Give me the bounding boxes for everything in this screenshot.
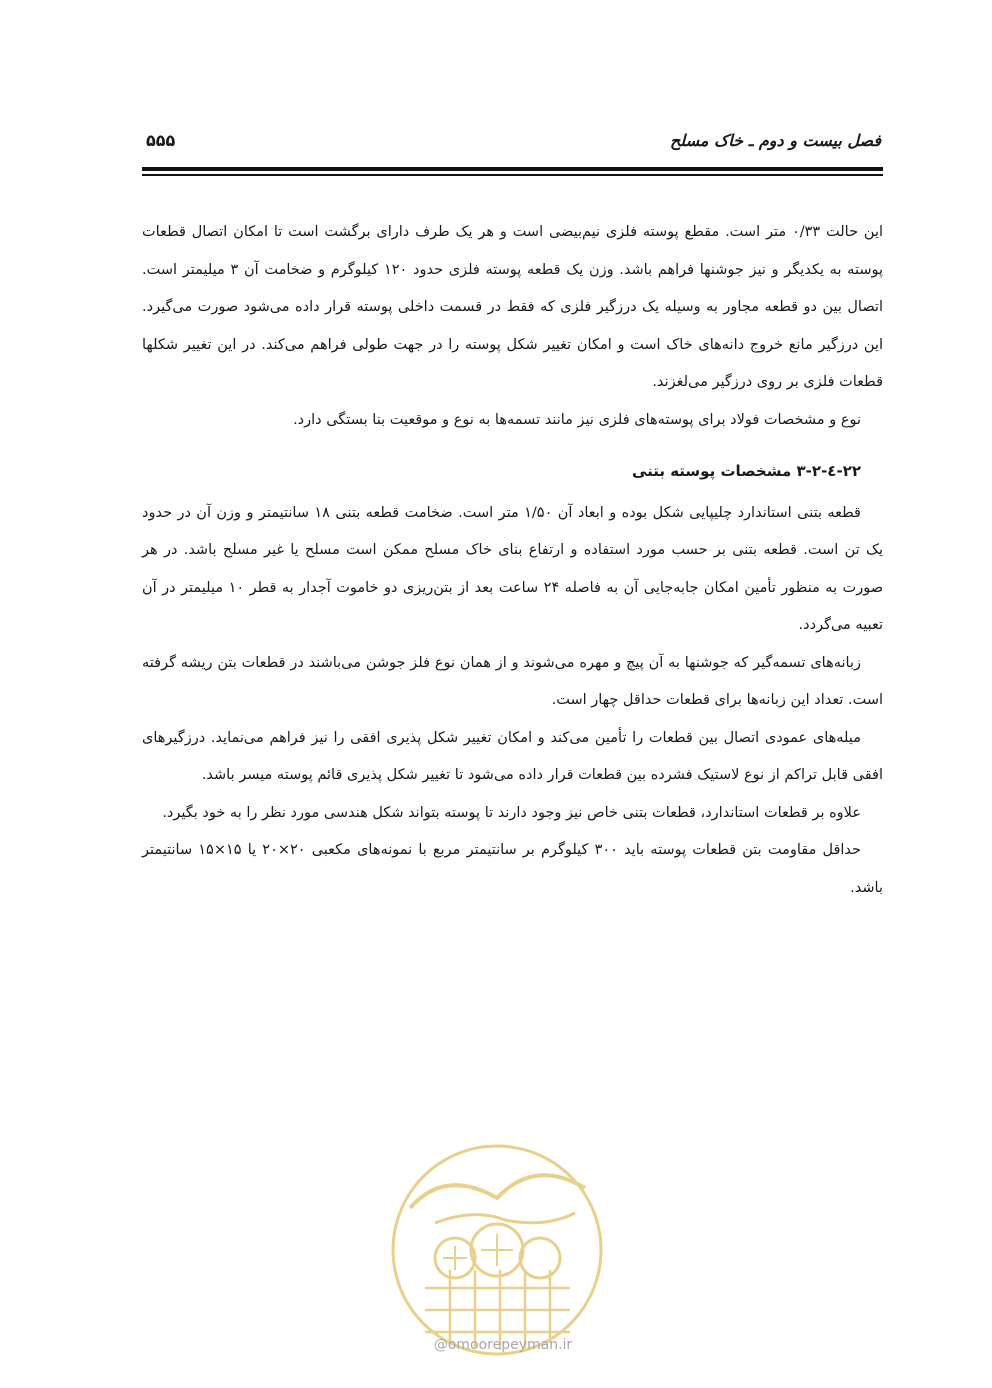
- logo-calligraphy: [435, 1213, 575, 1223]
- page-header: [142, 127, 883, 159]
- paragraph: میله‌های عمودی اتصال بین قطعات را تأمین می‌کند و امکان تغییر شکل پذیری افقی را نیز فراهم می‌نماید. درزگیرهای افقی قابل تراکم از نوع لاستیک فشرده بین قطعات قرار داده می‌شود تا تغییر شکل پذیری قائم پوسته میسر باشد.: [142, 729, 883, 783]
- logo-calligraphy: [410, 1175, 585, 1208]
- paragraph: قطعه بتنی استاندارد چلیپایی شکل بوده و ابعاد آن ۱/۵۰ متر است. ضخامت قطعه بتنی ۱۸ سانتیمتر و وزن آن در حدود یک تن است. قطعه بتنی بر حسب مورد استفاده و ارتفاع بنای خاک مسلح ممکن است مسلح یا غیر مسلح باشد. در هر صورت به منظور تأمین امکان جابه‌جایی آن به فاصله ۲۴ ساعت بعد از بتن‌ریزی دو خاموت آجدار به قطر ۱۰ میلیمتر در آن تعبیه می‌گردد.: [142, 504, 884, 633]
- page-number: ۵۵۵: [146, 131, 176, 150]
- watermark-handle: @omoorepeyman.ir: [433, 1337, 573, 1353]
- header-rule-thick: [142, 167, 883, 171]
- logo-gear-right: [520, 1238, 560, 1278]
- watermark-logo: [385, 1138, 610, 1363]
- header-rule-thin: [142, 174, 883, 176]
- section-heading: ۲۲-٤-۳-۲ مشخصات پوسته بتنی: [631, 462, 861, 480]
- paragraph: این حالت ۰/۳۳ متر است. مقطع پوسته فلزی نیم‌بیضی است و هر یک طرف دارای برگشت است تا امکان اتصال قطعات پوسته به یکدیگر و نیز جوشنها فراهم باشد. وزن یک قطعه پوسته فلزی حدود ۱۲۰ کیلوگرم و ضخامت آن ۳ میلیمتر است. اتصال بین دو قطعه مجاور به وسیله یک درزگیر فلزی که فقط در قسمت داخلی پوسته قرار داده می‌شود صورت می‌گیرد. این درزگیر مانع خروج دانه‌های خاک است و امکان تغییر شکل پوسته را در جهت طولی فراهم می‌کند. در این تغییر شکلها قطعات فلزی بر روی درزگیر می‌لغزند.: [142, 224, 884, 390]
- chapter-title: فصل بیست و دوم ـ خاک مسلح: [669, 131, 881, 150]
- paragraph: علاوه بر قطعات استاندارد، قطعات بتنی خاص نیز وجود دارند تا پوسته بتواند شکل هندسی مورد نظر را به خود بگیرد.: [162, 804, 861, 821]
- paragraph: حداقل مقاومت بتن قطعات پوسته باید ۳۰۰ کیلوگرم بر سانتیمتر مربع با نمونه‌های مکعبی ۲۰×۲۰ یا ۱۵×۱۵ سانتیمتر باشد.: [142, 842, 883, 896]
- body-text: [142, 214, 883, 907]
- paragraph: نوع و مشخصات فولاد برای پوسته‌های فلزی نیز مانند تسمه‌ها به نوع و موقعیت بنا بستگی دارد.: [293, 411, 861, 428]
- paragraph: زبانه‌های تسمه‌گیر که جوشنها به آن پیچ و مهره می‌شوند و از همان نوع فلز جوشن می‌باشند در قطعات بتن ریشه گرفته است. تعداد این زبانه‌ها برای قطعات حداقل چهار است.: [142, 654, 883, 708]
